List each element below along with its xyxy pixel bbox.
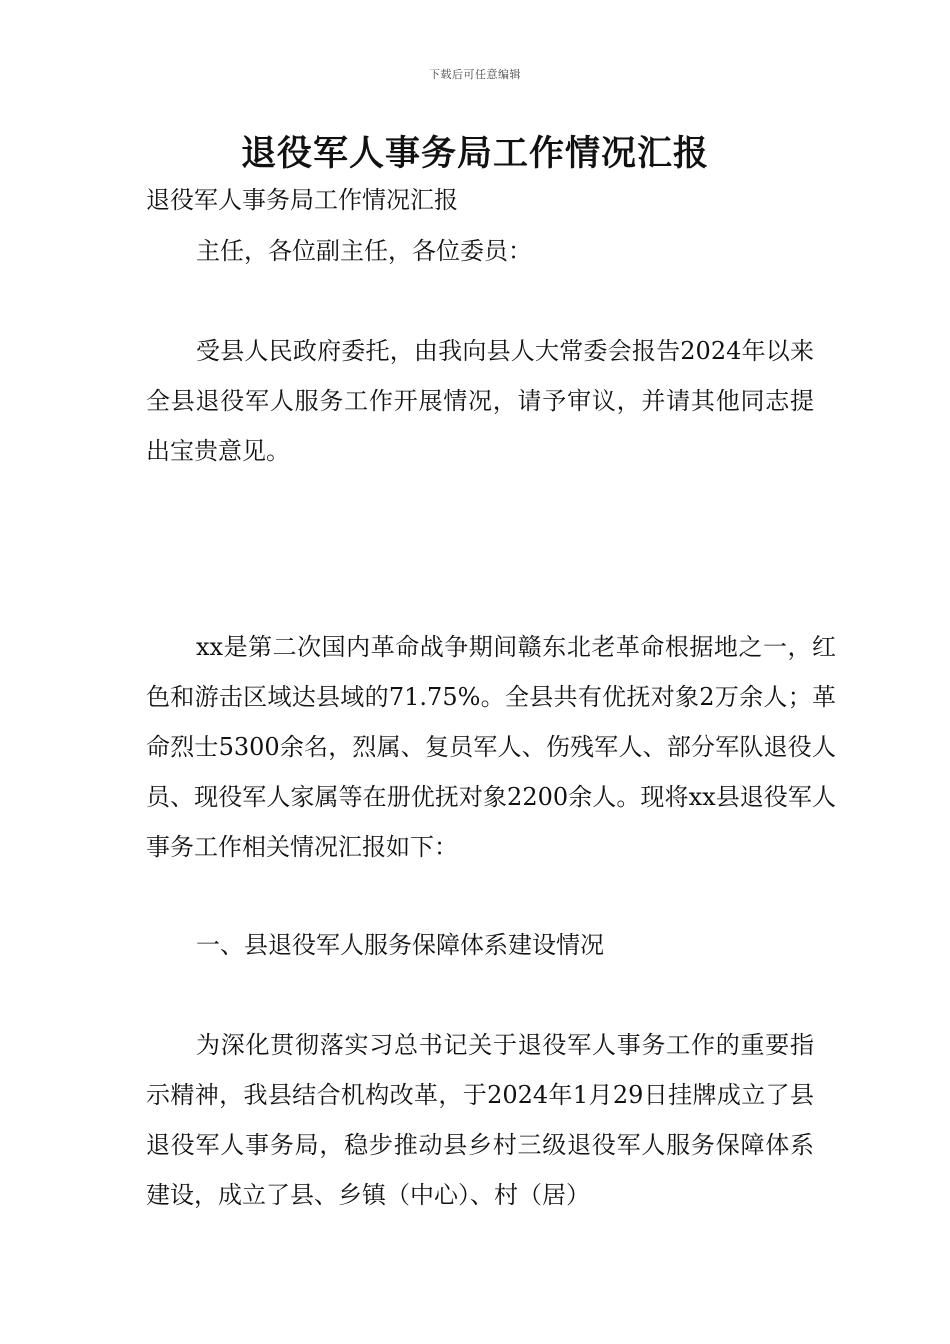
document-title: 退役军人事务局工作情况汇报: [240, 134, 709, 174]
paragraph-intro: 受县人民政府委托，由我向县人大常委会报告2024年以来全县退役军人服务工作开展情况，请予审议，并请其他同志提出宝贵意见。: [146, 337, 814, 465]
greeting-line: 主任，各位副主任，各位委员：: [196, 237, 532, 265]
paragraph-background: xx是第二次国内革命战争期间赣东北老革命根据地之一，红色和游击区域达县域的71.75%。全县共有优抚对象2万余人；革命烈士5300余名，烈属、复员军人、伤残军人、部分军队退役人员、现役军人家属等在册优抚对象2200余人。现将xx县退役军人事务工作相关情况汇报如下：: [146, 633, 836, 861]
document-subtitle: 退役军人事务局工作情况汇报: [146, 186, 458, 214]
section-heading: 一、县退役军人服务保障体系建设情况: [196, 931, 604, 959]
paragraph-section-body: 为深化贯彻落实习总书记关于退役军人事务工作的重要指示精神，我县结合机构改革，于2024年1月29日挂牌成立了县退役军人事务局，稳步推动县乡村三级退役军人服务保障体系建设，成立了县、乡镇（中心）、村（居）: [146, 1031, 814, 1209]
header-note: 下载后可任意编辑: [429, 68, 521, 81]
